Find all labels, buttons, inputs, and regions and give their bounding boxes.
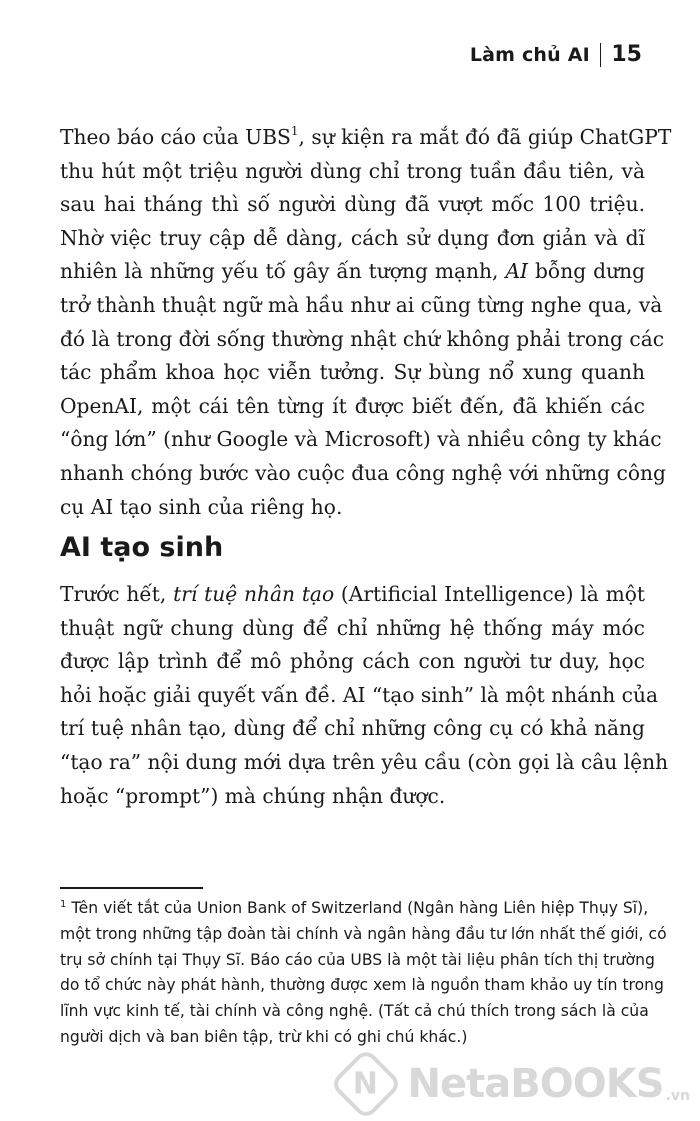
text-line: Nhờ việc truy cập dễ dàng, cách sử dụng đơn giản và dĩ bbox=[60, 225, 645, 250]
footnote bbox=[60, 896, 667, 1051]
paragraph-definition bbox=[60, 578, 669, 813]
text-line: đó là trong đời sống thường nhật chứ không phải trong các bbox=[60, 326, 665, 351]
text-line: thu hút một triệu người dùng chỉ trong tuần đầu tiên, và bbox=[60, 158, 645, 183]
text-line: được lập trình để mô phỏng cách con người tư duy, học bbox=[60, 649, 645, 674]
text-line: Trước hết, trí tuệ nhân tạo (Artificial Intelligence) là một bbox=[60, 582, 645, 606]
text-line: “tạo ra” nội dung mới dựa trên yêu cầu (còn gọi là câu lệnh bbox=[60, 749, 669, 774]
text-line: OpenAI, một cái tên từng ít được biết đến, đã khiến các bbox=[60, 393, 645, 418]
section-heading: AI tạo sinh bbox=[60, 532, 224, 563]
text-line: hoặc “prompt”) mà chúng nhận được. bbox=[60, 783, 446, 808]
paragraph-intro bbox=[60, 121, 672, 524]
emphasis-ai: AI bbox=[505, 259, 528, 284]
text-line: sau hai tháng thì số người dùng đã vượt mốc 100 triệu. bbox=[60, 192, 645, 217]
footnote-line: lĩnh vực kinh tế, tài chính và công nghệ. (Tất cả chú thích trong sách là của bbox=[60, 1002, 649, 1021]
emphasis-term: trí tuệ nhân tạo bbox=[173, 582, 335, 606]
netabooks-logo-icon: N bbox=[329, 1047, 403, 1121]
footnote-line: $^1$ Tên viết tắt của Union Bank of Switzerland (Ngân hàng Liên hiệp Thụy Sĩ), bbox=[60, 899, 649, 917]
text-line: “ông lớn” (như Google và Microsoft) và nhiều công ty khác bbox=[60, 427, 662, 452]
footnote-marker: 1 bbox=[60, 899, 67, 910]
header-divider bbox=[600, 43, 602, 67]
page-number: 15 bbox=[611, 42, 642, 67]
footnote-line: người dịch và ban biên tập, trừ khi có ghi chú khác.) bbox=[60, 1027, 468, 1046]
watermark-domain: .vn bbox=[665, 1088, 690, 1104]
text-line: nhanh chóng bước vào cuộc đua công nghệ với những công bbox=[60, 460, 666, 485]
footnote-line: trụ sở chính tại Thụy Sĩ. Báo cáo của UBS là một tài liệu phân tích thị trường bbox=[60, 950, 655, 969]
text-line: trở thành thuật ngữ mà hầu như ai cũng từng nghe qua, và bbox=[60, 292, 663, 317]
running-header bbox=[470, 42, 642, 67]
watermark bbox=[340, 1058, 690, 1110]
text-line: tác phẩm khoa học viễn tưởng. Sự bùng nổ xung quanh bbox=[60, 360, 645, 385]
text-line: thuật ngữ chung dùng để chỉ những hệ thống máy móc bbox=[60, 615, 645, 640]
footnote-line: một trong những tập đoàn tài chính và ngân hàng đầu tư lớn nhất thế giới, có bbox=[60, 924, 667, 943]
footnote-line: do tổ chức này phát hành, thường được xem là nguồn tham khảo uy tín trong bbox=[60, 976, 664, 995]
text-line: trí tuệ nhân tạo, dùng để chỉ những công cụ có khả năng bbox=[60, 716, 645, 741]
text-line: cụ AI tạo sinh của riêng họ. bbox=[60, 494, 343, 519]
text-line: hỏi hoặc giải quyết vấn đề. AI “tạo sinh” là một nhánh của bbox=[60, 682, 658, 707]
text-line: nhiên là những yếu tố gây ấn tượng mạnh, AI bỗng dưng bbox=[60, 259, 645, 284]
footnote-separator bbox=[60, 887, 203, 889]
chapter-title: Làm chủ AI bbox=[469, 43, 590, 66]
text-line: Theo báo cáo của UBS$^1$, sự kiện ra mắt đó đã giúp ChatGPT bbox=[60, 124, 672, 149]
footnote-reference[interactable]: 1 bbox=[290, 124, 299, 138]
watermark-brand: NetaBOOKS bbox=[407, 1061, 664, 1107]
